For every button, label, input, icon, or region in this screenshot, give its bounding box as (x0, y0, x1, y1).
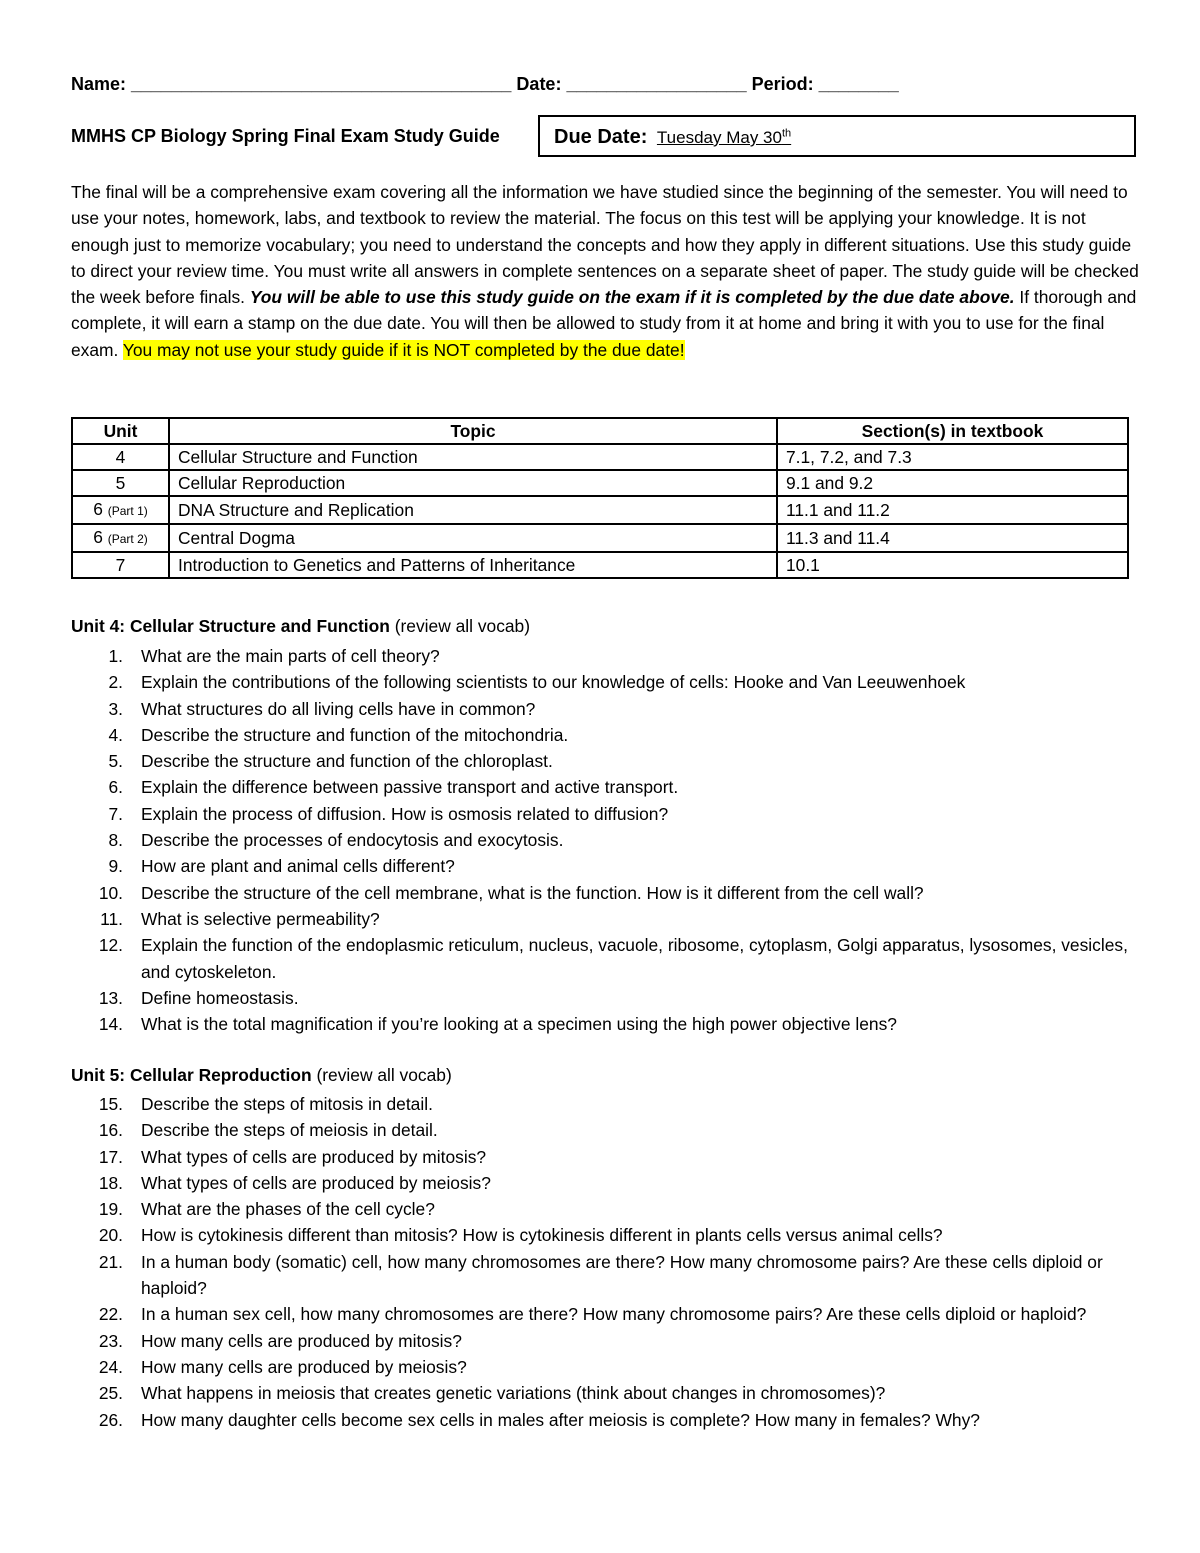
question-number: 10. (98, 882, 123, 903)
question-item (71, 1328, 1131, 1354)
question-item (71, 696, 1131, 722)
question-item (71, 774, 1131, 800)
question-item (71, 932, 1131, 985)
name-date-period-line: Name: ______________________________________ Date: __________________ Period: ________ (71, 74, 899, 94)
question-number: 20. (98, 1225, 123, 1246)
question-number: 11. (100, 908, 123, 929)
question-number: 14. (98, 1014, 123, 1035)
question-text: Explain the contributions of the following scientists to our knowledge of cells: Hooke and Van Leeuwenhoek (141, 672, 966, 693)
question-text: What structures do all living cells have in common? (141, 698, 536, 719)
question-text: Describe the processes of endocytosis and exocytosis. (141, 830, 564, 851)
question-number: 2. (108, 672, 123, 693)
question-number: 8. (108, 830, 123, 851)
unit5-heading (71, 1065, 452, 1086)
question-item (71, 853, 1131, 879)
table-header-row (72, 418, 1128, 444)
question-number: 23. (98, 1330, 123, 1351)
table-row (72, 470, 1128, 496)
sections-cell: 10.1 (777, 552, 1128, 578)
question-text: What is selective permeability? (141, 908, 380, 929)
question-text: What types of cells are produced by mitosis? (141, 1146, 487, 1167)
question-item (71, 827, 1131, 853)
question-item (71, 669, 1131, 695)
question-number: 24. (98, 1356, 123, 1377)
question-item (71, 1249, 1131, 1302)
question-number: 19. (98, 1199, 123, 1220)
header-topic: Topic (169, 418, 777, 444)
question-text: Define homeostasis. (141, 987, 299, 1008)
unit4-questions (71, 643, 1131, 1037)
unit4-title: Cellular Structure and Function (129, 616, 390, 636)
intro-paragraph (71, 179, 1141, 363)
unit-cell: 4 (72, 444, 169, 470)
question-number: 1. (108, 646, 123, 666)
question-text: How many cells are produced by mitosis? (141, 1330, 462, 1351)
question-item (71, 1380, 1131, 1406)
question-number: 16. (98, 1120, 123, 1141)
question-number: 26. (98, 1409, 123, 1430)
topic-cell: Introduction to Genetics and Patterns of Inheritance (169, 552, 777, 578)
sections-cell: 11.1 and 11.2 (777, 496, 1128, 524)
unit5-label: Unit 5: (71, 1065, 126, 1085)
question-text: Describe the structure of the cell membrane, what is the function. How is it different from the cell wall? (141, 882, 924, 903)
units-table (71, 417, 1129, 579)
question-item (71, 1011, 1131, 1037)
question-text: Describe the structure and function of the chloroplast. (141, 751, 553, 772)
header-sections: Section(s) in textbook (777, 418, 1128, 444)
unit4-heading (71, 616, 530, 637)
unit-cell: 5 (72, 470, 169, 496)
due-date-box (538, 115, 1136, 157)
topic-cell: Cellular Reproduction (169, 470, 777, 496)
intro-emphasis: You will be able to use this study guide on the exam if it is completed by the due date above. (249, 287, 1015, 308)
question-text: In a human body (somatic) cell, how many chromosomes are there? How many chromosome pairs? Are these cells diploid or haploid? (141, 1251, 1103, 1299)
question-number: 25. (98, 1383, 123, 1404)
question-number: 3. (108, 698, 123, 719)
unit4-label: Unit 4: (71, 616, 126, 636)
topic-cell: DNA Structure and Replication (169, 496, 777, 524)
topic-cell: Cellular Structure and Function (169, 444, 777, 470)
question-number: 6. (108, 777, 123, 798)
question-text: How many daughter cells become sex cells in males after meiosis is complete? How many in females? Why? (141, 1409, 980, 1430)
page-title: MMHS CP Biology Spring Final Exam Study Guide (71, 126, 500, 146)
question-item (71, 1170, 1131, 1196)
sections-cell: 11.3 and 11.4 (777, 524, 1128, 552)
question-item (71, 1091, 1131, 1117)
unit5-note: (review all vocab) (316, 1065, 452, 1085)
question-text: How many cells are produced by meiosis? (141, 1356, 467, 1377)
question-text: What are the main parts of cell theory? (141, 646, 440, 666)
question-text: What types of cells are produced by meiosis? (141, 1172, 491, 1193)
due-date-value: Tuesday May 30th (656, 127, 792, 147)
table-row (72, 444, 1128, 470)
question-number: 15. (98, 1094, 123, 1114)
question-text: Describe the structure and function of the mitochondria. (141, 724, 569, 745)
question-item (71, 1407, 1131, 1433)
table-row (72, 496, 1128, 524)
question-item (71, 1196, 1131, 1222)
question-number: 9. (108, 856, 123, 877)
question-text: Describe the steps of meiosis in detail. (141, 1120, 438, 1141)
question-item (71, 748, 1131, 774)
question-text: Describe the steps of mitosis in detail. (141, 1094, 433, 1114)
table-row (72, 524, 1128, 552)
question-number: 18. (98, 1172, 123, 1193)
unit4-note: (review all vocab) (394, 616, 531, 636)
unit-cell: 6 (Part 1) (72, 496, 169, 524)
question-text: How are plant and animal cells different? (141, 856, 455, 877)
header-unit: Unit (72, 418, 169, 444)
question-number: 22. (98, 1304, 123, 1325)
question-text: What is the total magnification if you’re looking at a specimen using the high power objective lens? (141, 1014, 897, 1035)
question-text: How is cytokinesis different than mitosis? How is cytokinesis different in plants cells versus animal cells? (141, 1225, 943, 1246)
question-item (71, 880, 1131, 906)
question-item (71, 1301, 1131, 1327)
due-date-label: Due Date: (554, 126, 648, 148)
table-row (72, 552, 1128, 578)
question-item (71, 722, 1131, 748)
intro-text: The final will be a comprehensive exam covering all the information we have studied since the beginning of the semester. You will need to use your notes, homework, labs, and textbook to review the material. The focus on this test will be applying your knowledge. It is not enough just to memorize vocabulary; you need to understand the concepts and how they apply in different situations. Use this study guide to direct your review time. You must write all answers in complete sentences on a separate sheet of paper. The study guide will be checked the week before finals. (71, 182, 1139, 308)
unit5-questions (71, 1091, 1131, 1433)
intro-text-after: If thorough and complete, it will earn a stamp on the due date. You will then be allowed to study from it at home and bring it with you to use for the final exam. (71, 287, 1137, 360)
question-text: Explain the process of diffusion. How is osmosis related to diffusion? (141, 803, 669, 824)
sections-cell: 7.1, 7.2, and 7.3 (777, 444, 1128, 470)
question-text: What are the phases of the cell cycle? (141, 1199, 435, 1220)
question-item (71, 801, 1131, 827)
question-number: 4. (108, 724, 123, 745)
question-item (71, 906, 1131, 932)
sections-cell: 9.1 and 9.2 (777, 470, 1128, 496)
question-item (71, 1222, 1131, 1248)
topic-cell: Central Dogma (169, 524, 777, 552)
question-item (71, 985, 1131, 1011)
unit-cell: 6 (Part 2) (72, 524, 169, 552)
question-item (71, 1354, 1131, 1380)
unit5-title: Cellular Reproduction (129, 1065, 312, 1085)
question-number: 12. (98, 935, 123, 956)
question-text: In a human sex cell, how many chromosomes are there? How many chromosome pairs? Are these cells diploid or haploid? (141, 1304, 1087, 1325)
question-number: 17. (98, 1146, 123, 1167)
question-number: 5. (108, 751, 123, 772)
question-number: 21. (98, 1251, 123, 1272)
due-date (554, 126, 791, 149)
question-text: Explain the function of the endoplasmic reticulum, nucleus, vacuole, ribosome, cytoplasm, Golgi apparatus, lysosomes, vesicles, and cytoskeleton. (141, 935, 1128, 982)
question-number: 7. (108, 803, 123, 824)
question-item (71, 643, 1131, 669)
intro-highlight: You may not use your study guide if it is NOT completed by the due date! (122, 339, 685, 360)
question-number: 13. (98, 987, 123, 1008)
question-item (71, 1117, 1131, 1143)
question-text: What happens in meiosis that creates genetic variations (think about changes in chromosomes)? (141, 1383, 886, 1404)
unit-cell: 7 (72, 552, 169, 578)
question-item (71, 1144, 1131, 1170)
question-text: Explain the difference between passive transport and active transport. (141, 777, 679, 798)
